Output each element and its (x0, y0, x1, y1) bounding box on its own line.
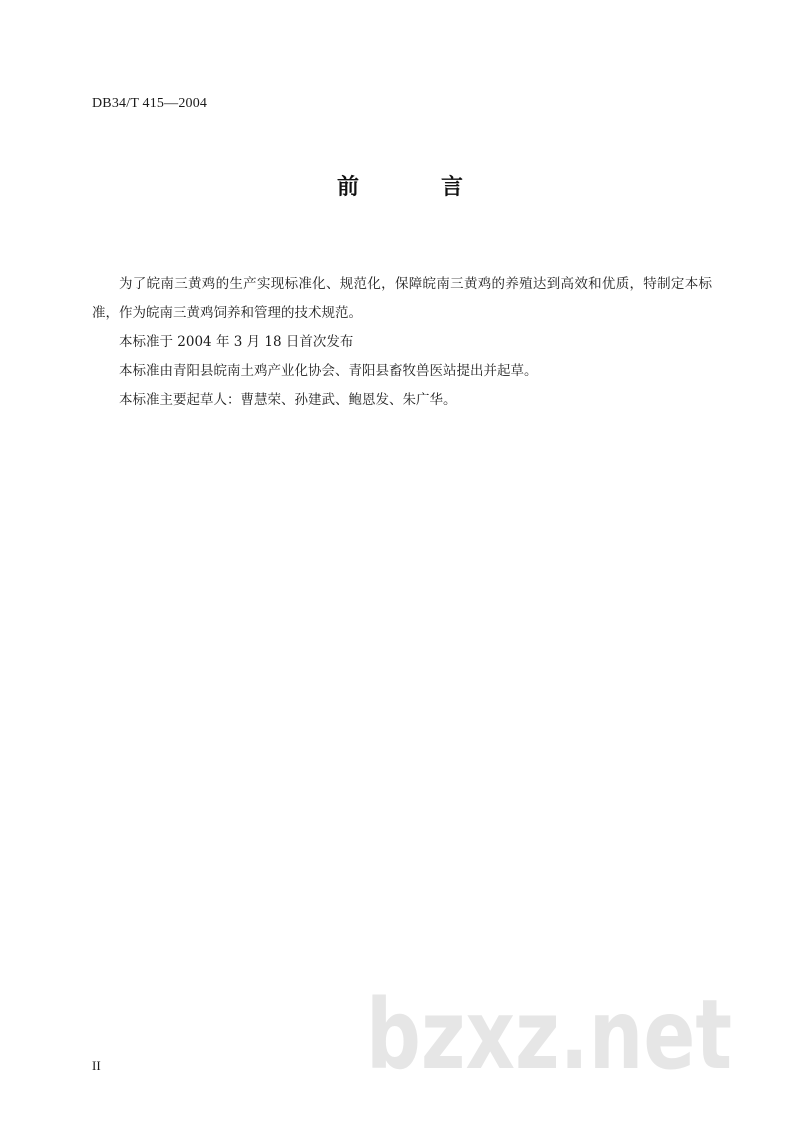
paragraph-drafters: 本标准主要起草人：曹慧荣、孙建武、鲍恩发、朱广华。 (119, 392, 457, 408)
watermark-text: bzxz.net (366, 979, 732, 1091)
page-title: 前 言 (336, 175, 493, 200)
paragraph-release-date: 本标准于 2004 年 3 月 18 日首次发布 (119, 334, 354, 350)
paragraph-purpose: 为了皖南三黄鸡的生产实现标准化、规范化，保障皖南三黄鸡的养殖达到高效和优质，特制定本标准，作为皖南三黄鸡饲养和管理的技术规范。 (92, 276, 712, 321)
body-text (92, 270, 712, 415)
standard-code: DB34/T 415—2004 (92, 96, 208, 111)
paragraph-drafting-org: 本标准由青阳县皖南土鸡产业化协会、青阳县畜牧兽医站提出并起草。 (119, 363, 538, 379)
watermark-logo (366, 979, 736, 1091)
page-number: II (92, 1058, 101, 1073)
